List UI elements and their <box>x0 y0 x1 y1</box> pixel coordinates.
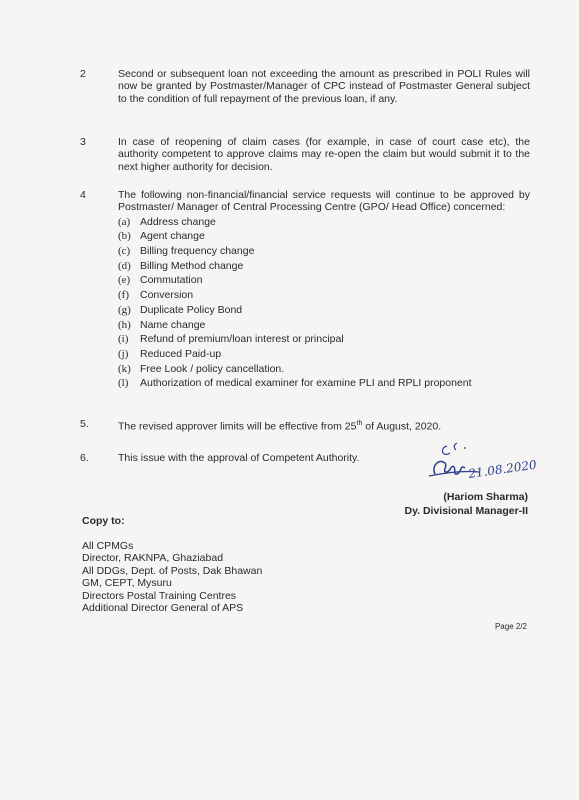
list-item-label: (k) <box>118 362 131 375</box>
list-item-text: Refund of premium/loan interest or principal <box>140 333 344 346</box>
paragraph-4 <box>80 189 530 391</box>
signatory-name: (Hariom Sharma) <box>443 491 528 503</box>
recipient: GM, CEPT, Mysuru <box>82 577 172 590</box>
page-number: Page 2/2 <box>494 622 527 631</box>
list-item-text: Commutation <box>140 274 203 287</box>
list-item-label: (i) <box>118 333 129 346</box>
list-item <box>118 318 530 333</box>
paragraph-number: 5. <box>80 418 89 430</box>
paragraph-number: 4 <box>80 189 86 201</box>
list-item-label: (g) <box>118 303 131 316</box>
handwritten-signature <box>425 438 550 488</box>
paragraph-2 <box>80 68 530 105</box>
list-item-label: (h) <box>118 318 131 331</box>
list-item <box>118 303 530 318</box>
recipient: All DDGs, Dept. of Posts, Dak Bhawan <box>82 564 263 577</box>
list-item-label: (e) <box>118 274 131 287</box>
paragraph-number: 3 <box>80 136 86 148</box>
paragraph-text: In case of reopening of claim cases (for example, in case of court case etc), the authority competent to approve claims may re-open the claim but would submit it to the next higher authority for decision. <box>118 136 530 173</box>
list-item <box>118 259 530 274</box>
list-item <box>118 362 530 377</box>
list-item <box>118 244 530 259</box>
recipient-list <box>82 540 262 614</box>
recipient: All CPMGs <box>82 540 134 552</box>
paragraph-text-part: of August, 2020. <box>362 420 442 433</box>
service-request-list <box>118 215 530 391</box>
list-item-text: Reduced Paid-up <box>140 347 222 360</box>
signatory-block <box>404 490 528 518</box>
list-item-label: (l) <box>118 377 129 390</box>
list-item-text: Address change <box>140 215 216 228</box>
recipient: Director, RAKNPA, Ghaziabad <box>82 552 224 565</box>
list-item-text: Conversion <box>140 289 194 302</box>
list-item <box>118 376 530 391</box>
list-item-text: Authorization of medical examiner for examine PLI and RPLI proponent <box>140 377 472 390</box>
recipient: Additional Director General of APS <box>82 602 244 615</box>
paragraph-number: 6. <box>80 452 89 464</box>
paragraph-5 <box>80 418 530 433</box>
list-item-text: Billing Method change <box>140 259 244 272</box>
list-item-label: (f) <box>118 289 129 302</box>
list-item-text: Free Look / policy cancellation. <box>140 362 285 375</box>
recipient: Directors Postal Training Centres <box>82 589 237 602</box>
copy-to-heading: Copy to: <box>82 515 125 527</box>
list-item-label: (a) <box>118 215 131 228</box>
list-item <box>118 273 530 288</box>
list-item <box>118 229 530 244</box>
paragraph-text: Second or subsequent loan not exceeding the amount as prescribed in POLI Rules will now be granted by Postmaster/Manager of CPC instead of Postmaster General subject to the condition of full repayment of the previous loan, if any. <box>118 68 530 105</box>
signature-date: 21.08.2020 <box>467 457 538 481</box>
paragraph-text: The following non-financial/financial service requests will continue to be approved by Postmaster/ Manager of Central Processing Centre (GPO/ Head Office) concerned: <box>118 189 530 214</box>
list-item <box>118 347 530 362</box>
paragraph-text <box>118 418 530 433</box>
list-item-label: (b) <box>118 230 131 243</box>
list-item <box>118 288 530 303</box>
list-item-label: (d) <box>118 259 131 272</box>
ordinal-superscript: th <box>356 420 363 427</box>
list-item-text: Name change <box>140 318 206 331</box>
list-item <box>118 215 530 230</box>
list-item-text: Billing frequency change <box>140 245 255 257</box>
signatory-designation: Dy. Divisional Manager-II <box>404 505 528 517</box>
paragraph-text: This issue with the approval of Competent Authority. <box>118 452 360 464</box>
list-item <box>118 332 530 347</box>
paragraph-number: 2 <box>80 68 86 80</box>
list-item-text: Duplicate Policy Bond <box>140 303 243 316</box>
list-item-label: (c) <box>118 245 131 257</box>
list-item-label: (j) <box>118 347 129 360</box>
paragraph-3 <box>80 136 530 173</box>
paragraph-text-part: The revised approver limits will be effective from 25 <box>118 420 357 433</box>
list-item-text: Agent change <box>140 230 205 243</box>
